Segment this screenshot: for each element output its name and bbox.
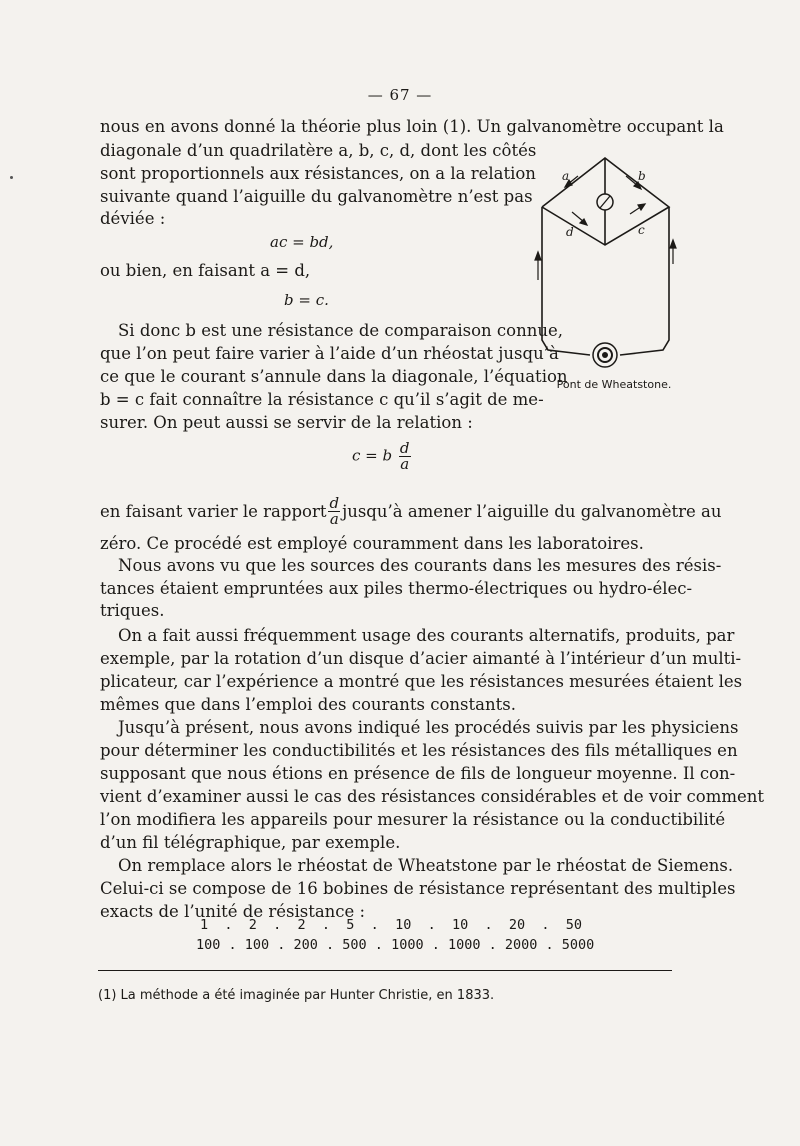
arrow-head-icon	[535, 252, 541, 260]
text-line: triques.	[100, 601, 165, 620]
galvanometer-icon	[597, 194, 613, 210]
resistance-series-row-1: 1 . 2 . 2 . 5 . 10 . 10 . 20 . 50	[200, 917, 583, 933]
text-line: l’on modifiera les appareils pour mesurer la résistance ou la conductibilité	[100, 810, 726, 829]
fraction-numerator: d	[329, 494, 340, 512]
label-d: d	[566, 225, 574, 239]
equation-b-c: b = c.	[284, 291, 329, 309]
text-line: exacts de l’unité de résistance :	[100, 902, 366, 921]
equation-ac-bd: ac = bd,	[270, 233, 334, 251]
fraction-denominator: a	[400, 455, 410, 473]
footnote-rule	[98, 970, 672, 971]
text-line: vient d’examiner aussi le cas des résistances considérables et de voir comment	[100, 787, 765, 806]
arrow-head-icon	[670, 240, 676, 248]
text-line: nous en avons donné la théorie plus loin (1). Un galvanomètre occupant la	[100, 117, 724, 136]
text-line: diagonale d’un quadrilatère a, b, c, d, dont les côtés	[100, 141, 537, 160]
text-line: zéro. Ce procédé est employé couramment dans les laboratoires.	[100, 534, 644, 553]
text-line: supposant que nous étions en présence de fils de longueur moyenne. Il con-	[100, 764, 736, 783]
text-line: surer. On peut aussi se servir de la relation :	[100, 413, 473, 432]
text-line: plicateur, car l’expérience a montré que les résistances mesurées étaient les	[100, 672, 743, 691]
text-fragment: jusqu’à amener l’aiguille du galvanomètre au	[342, 501, 722, 521]
fraction-numerator: d	[399, 439, 410, 457]
text-line: sont proportionnels aux résistances, on a la relation	[100, 164, 536, 183]
footnote: (1) La méthode a été imaginée par Hunter Christie, en 1833.	[98, 988, 495, 1003]
text-line: ou bien, en faisant a = d,	[100, 261, 311, 280]
text-line: Celui-ci se compose de 16 bobines de résistance représentant des multiples	[100, 879, 736, 898]
text-line: Jusqu’à présent, nous avons indiqué les procédés suivis par les physiciens	[118, 718, 739, 737]
text-line: exemple, par la rotation d’un disque d’acier aimanté à l’intérieur d’un multi-	[100, 649, 742, 668]
bridge-wires	[542, 158, 669, 355]
text-line: On remplace alors le rhéostat de Wheatstone par le rhéostat de Siemens.	[118, 856, 734, 875]
fraction-d-over-a	[399, 441, 411, 472]
page-number: — 67 —	[367, 86, 433, 104]
text-line: déviée :	[100, 209, 166, 228]
wheatstone-bridge-diagram	[532, 150, 682, 380]
text-line: Nous avons vu que les sources des courants dans les mesures des résis-	[118, 556, 722, 575]
text-line: ce que le courant s’annule dans la diagonale, l’équation	[100, 367, 568, 386]
label-a: a	[562, 169, 570, 183]
arrow-head-icon	[638, 204, 645, 210]
equation-lhs: c = b	[352, 446, 393, 465]
margin-speck	[10, 176, 13, 179]
fraction-d-over-a	[328, 496, 340, 527]
text-line: On a fait aussi fréquemment usage des courants alternatifs, produits, par	[118, 626, 735, 645]
text-fragment: en faisant varier le rapport	[100, 501, 327, 521]
text-line: tances étaient empruntées aux piles thermo-électriques ou hydro-élec-	[100, 579, 693, 598]
text-line: que l’on peut faire varier à l’aide d’un rhéostat jusqu’à	[100, 344, 559, 363]
equation-c-b-d-over-a	[352, 441, 413, 472]
fraction-denominator: a	[329, 510, 339, 528]
battery-icon	[593, 343, 617, 367]
text-line: Si donc b est une résistance de comparaison connue,	[118, 321, 563, 340]
resistance-series-row-2: 100 . 100 . 200 . 500 . 1000 . 1000 . 2000 . 5000	[196, 937, 595, 953]
text-line: pour déterminer les conductibilités et les résistances des fils métalliques en	[100, 741, 738, 760]
text-line: d’un fil télégraphique, par exemple.	[100, 833, 401, 852]
label-c: c	[638, 223, 645, 237]
text-line: b = c fait connaître la résistance c qu’il s’agit de me-	[100, 390, 544, 409]
figure-caption: Pont de Wheatstone.	[556, 378, 672, 391]
text-line: suivante quand l’aiguille du galvanomètre n’est pas	[100, 187, 533, 206]
text-line-with-fraction	[100, 494, 722, 528]
text-line: mêmes que dans l’emploi des courants constants.	[100, 695, 516, 714]
label-b: b	[638, 169, 646, 183]
